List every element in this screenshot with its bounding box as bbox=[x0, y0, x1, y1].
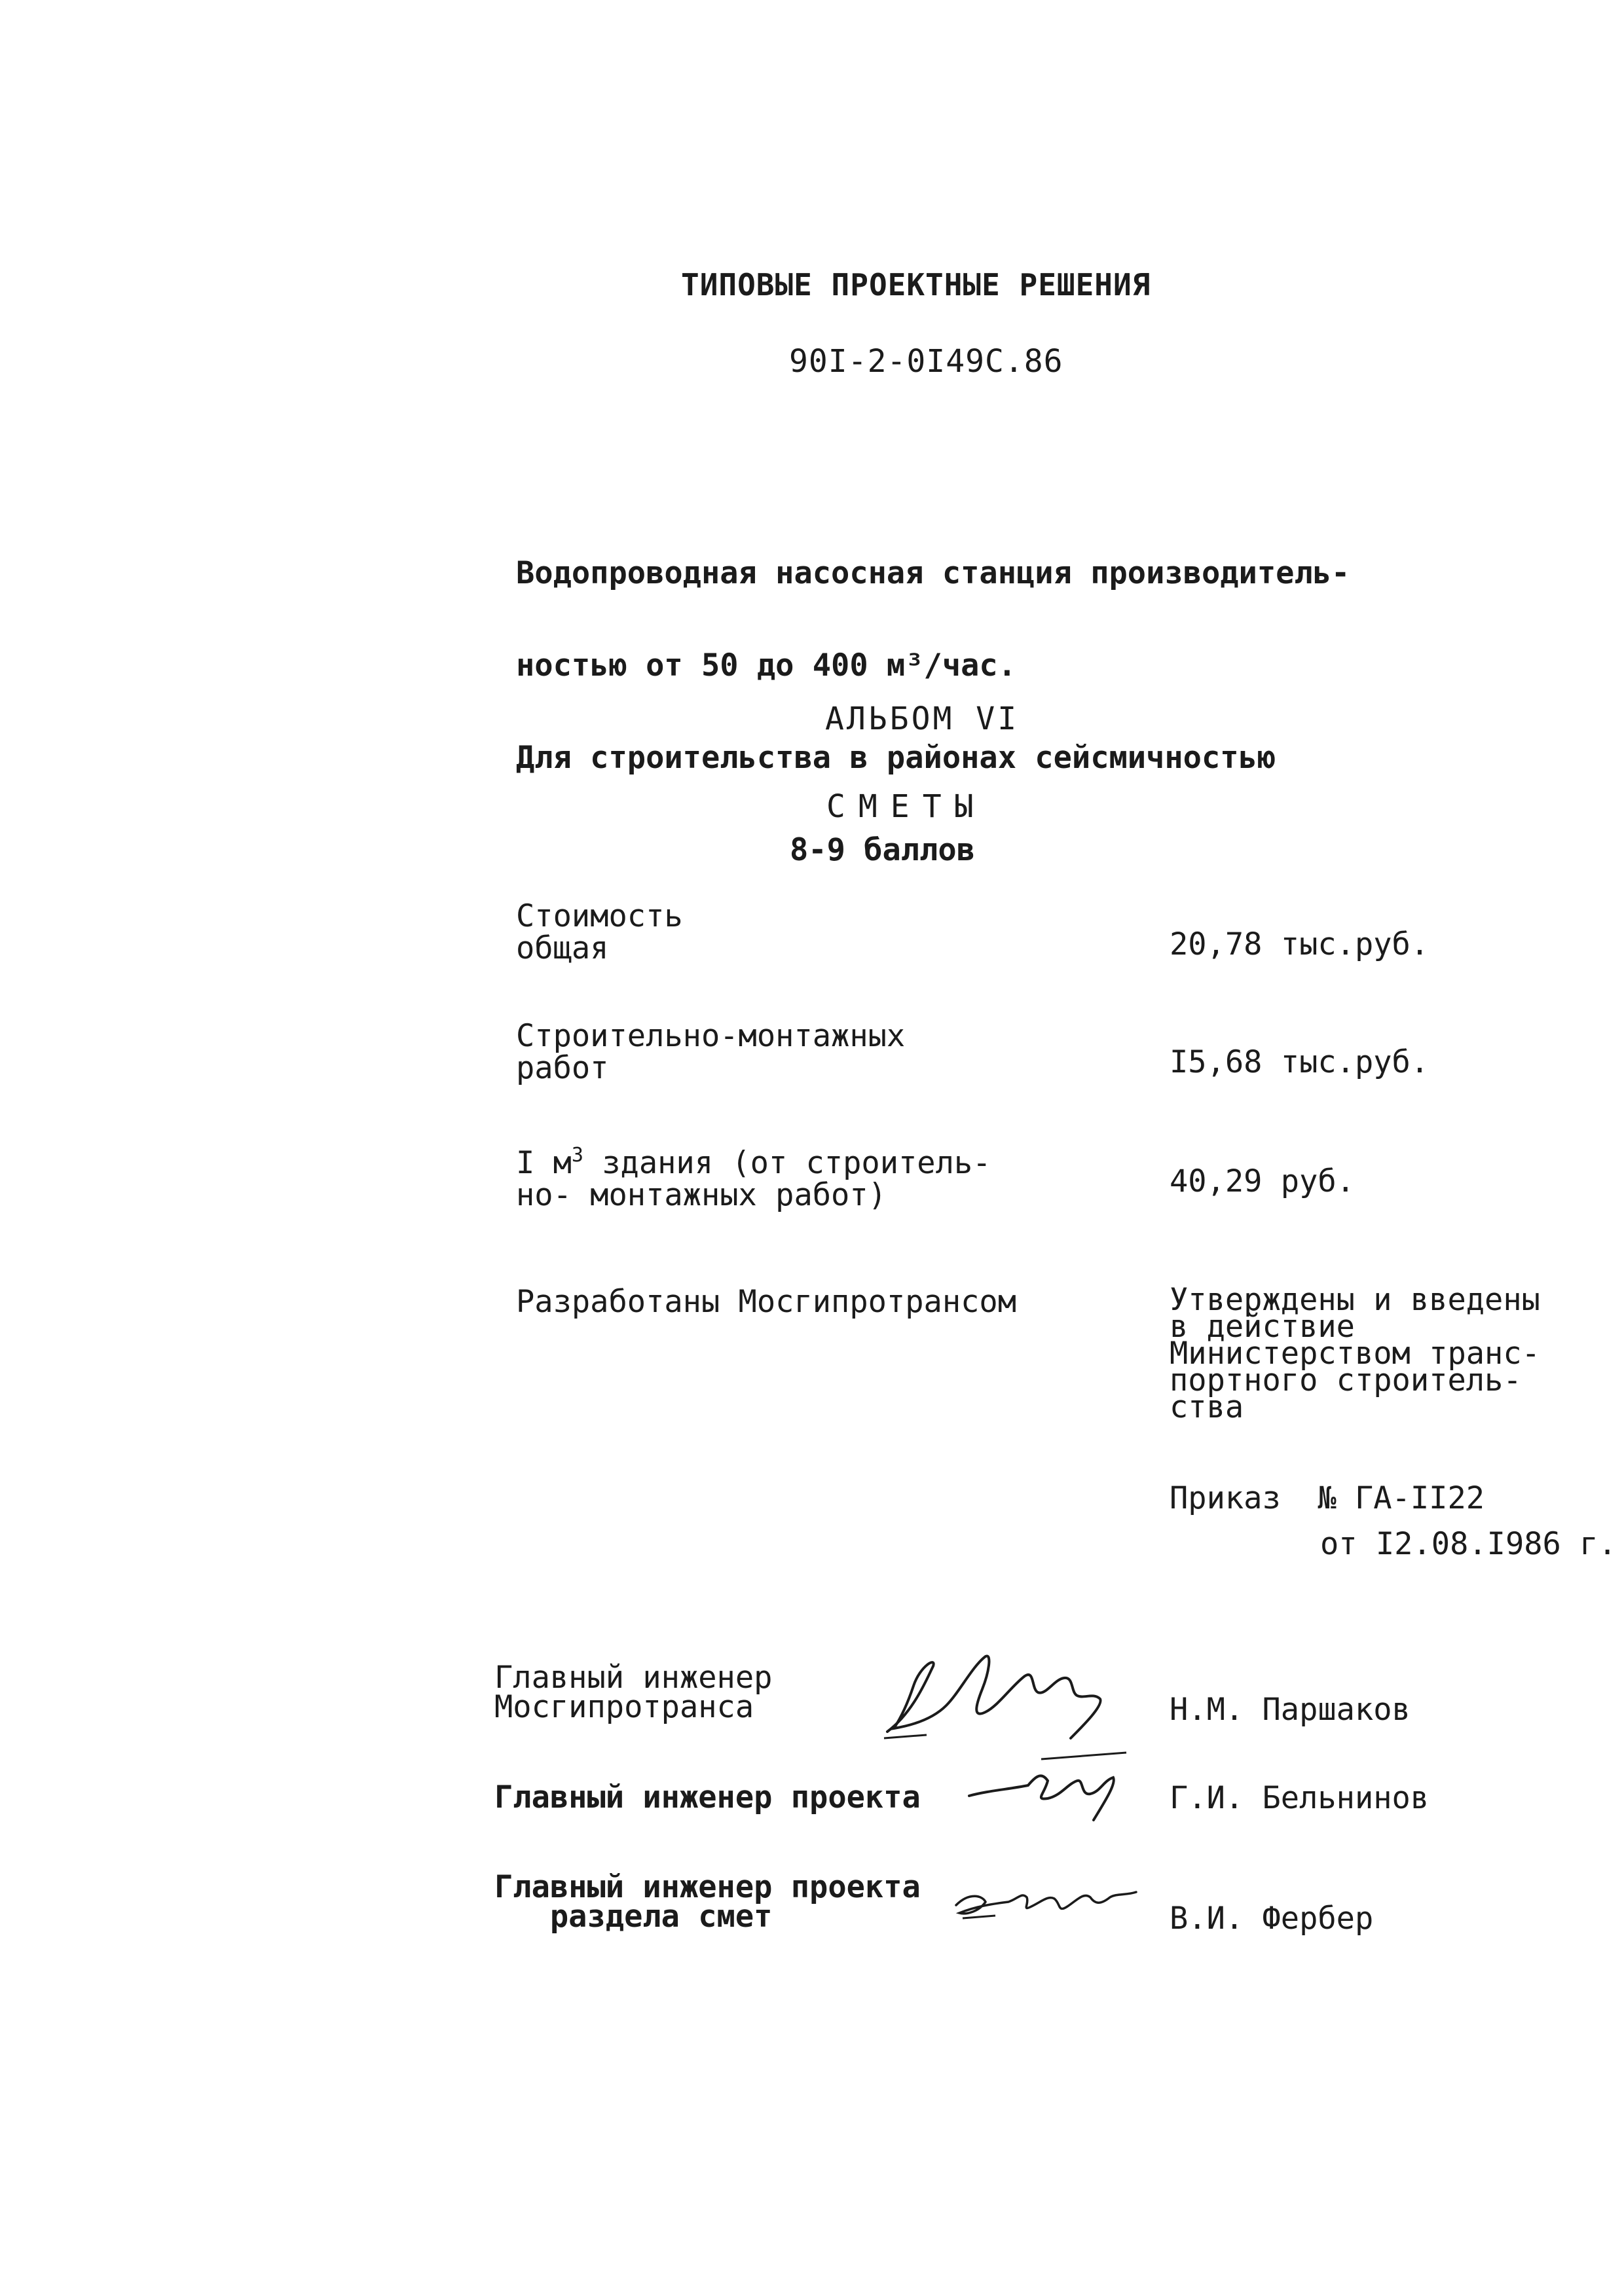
description-line-4: 8-9 баллов bbox=[790, 832, 975, 868]
description-line-2: ностью от 50 до 400 м³/час. bbox=[516, 647, 1017, 683]
signatory-name: Г.И. Бельнинов bbox=[1170, 1780, 1430, 1816]
approval-block bbox=[1170, 1282, 1540, 1425]
cost-label-line: здания (от строитель- bbox=[583, 1145, 991, 1181]
section-title: СМЕТЫ bbox=[826, 788, 987, 825]
approval-line: портного строитель- bbox=[1170, 1362, 1522, 1398]
approval-line: Утверждены и введены bbox=[1170, 1282, 1540, 1318]
role-line: Главный инженер проекта bbox=[494, 1869, 921, 1905]
signature-3 bbox=[950, 1866, 1146, 1931]
cost-per-m3-value: 40,29 руб. bbox=[1170, 1163, 1355, 1199]
role-line: раздела смет bbox=[494, 1899, 773, 1935]
cost-label-line: но- монтажных работ) bbox=[516, 1177, 887, 1213]
order-date: от I2.08.I986 г. bbox=[1320, 1526, 1617, 1562]
album-number: АЛЬБОМ VI bbox=[825, 701, 1020, 737]
document-code: 90I-2-0I49С.86 bbox=[789, 343, 1063, 380]
cost-per-m3-label bbox=[516, 1139, 991, 1211]
description-line-1: Водопроводная насосная станция производитель- bbox=[516, 555, 1350, 591]
cost-label-line: I м bbox=[516, 1145, 572, 1181]
signatory-name: Н.М. Паршаков bbox=[1170, 1692, 1411, 1728]
cost-label-line: Строительно-монтажных bbox=[516, 1018, 906, 1054]
cost-label-line: работ bbox=[516, 1050, 609, 1086]
signatory-role bbox=[494, 1869, 921, 1935]
description-line-3: Для строительства в районах сейсмичностью bbox=[516, 740, 1276, 776]
signature-1 bbox=[874, 1640, 1116, 1745]
cost-label-line: общая bbox=[516, 930, 609, 966]
signatory-role bbox=[494, 1660, 773, 1725]
cost-construction-label bbox=[516, 1020, 905, 1084]
document-title: ТИПОВЫЕ ПРОЕКТНЫЕ РЕШЕНИЯ bbox=[681, 267, 1151, 302]
signatory-role: Главный инженер проекта bbox=[494, 1779, 921, 1815]
role-line: Мосгипротранса bbox=[494, 1689, 754, 1725]
project-description bbox=[516, 496, 1350, 896]
superscript: 3 bbox=[571, 1144, 583, 1167]
signature-2 bbox=[963, 1745, 1133, 1830]
developer: Разработаны Мосгипротрансом bbox=[516, 1284, 1017, 1320]
cost-label-line: Стоимость bbox=[516, 898, 683, 934]
role-line: Главный инженер bbox=[494, 1660, 773, 1696]
approval-line: Министерством транс- bbox=[1170, 1336, 1540, 1372]
cost-construction-value: I5,68 тыс.руб. bbox=[1170, 1044, 1430, 1080]
approval-line: ства bbox=[1170, 1389, 1244, 1425]
order-number: Приказ № ГА-II22 bbox=[1170, 1480, 1485, 1516]
cost-total-value: 20,78 тыс.руб. bbox=[1170, 926, 1430, 962]
approval-line: в действие bbox=[1170, 1309, 1355, 1345]
cost-total-label bbox=[516, 900, 683, 964]
signatory-name: В.И. Фербер bbox=[1170, 1901, 1374, 1937]
